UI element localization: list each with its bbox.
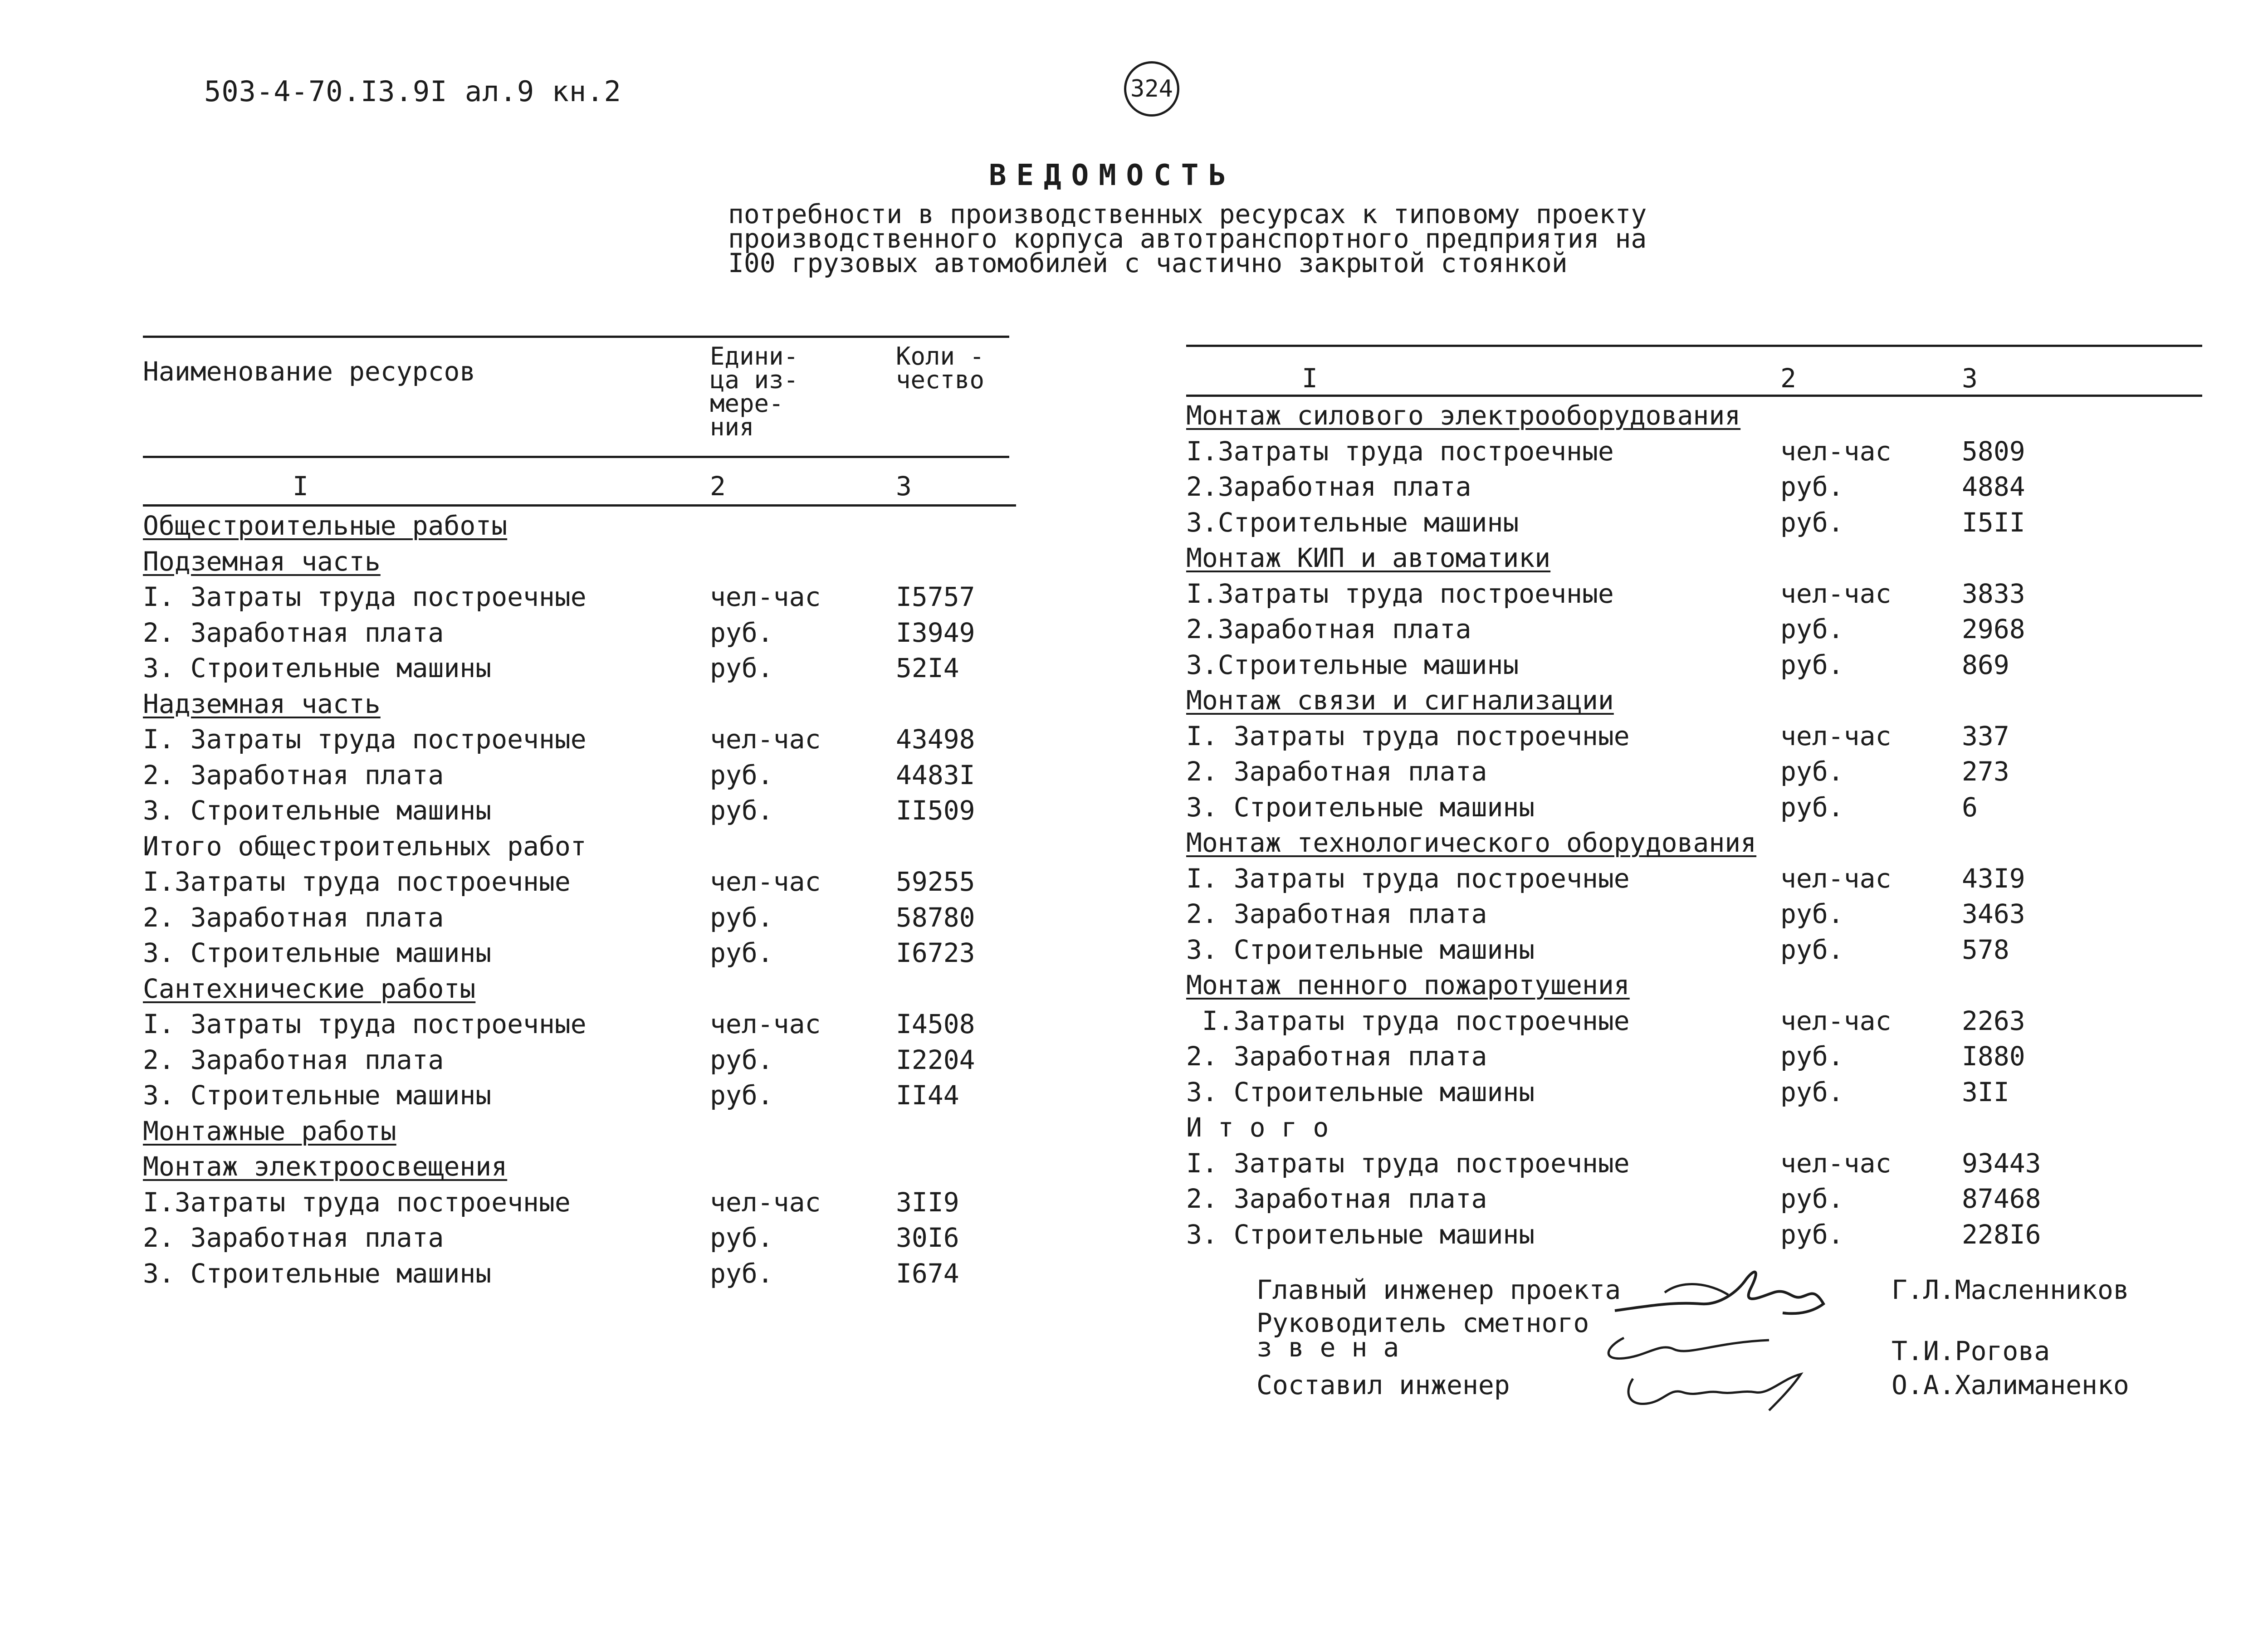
table-row (1186, 1077, 2202, 1112)
unit-cell: руб. (1780, 898, 1844, 929)
resource-name: 2. Заработная плата (143, 1044, 444, 1075)
section-title: Подземная часть (143, 546, 381, 577)
header-bottom-rule (143, 456, 1009, 458)
document-code: 503-4-70.I3.9I ал.9 кн.2 (204, 75, 621, 108)
section-header-row (143, 1116, 1016, 1151)
subtitle-line: производственного корпуса автотранспортного предприятия на (728, 223, 1647, 254)
section-header-row (1186, 827, 2202, 863)
numbers-bottom-rule (143, 504, 1016, 507)
page-number: 324 (1124, 61, 1179, 117)
quantity-cell: 3II9 (896, 1186, 959, 1218)
unit-cell: руб. (710, 759, 773, 790)
resource-name: 3.Строительные машины (1186, 649, 1519, 680)
section-header-row (143, 546, 1016, 582)
resource-name: 2. Заработная плата (1186, 756, 1487, 787)
signature-image (1619, 1365, 1823, 1415)
unit-cell: чел-час (710, 581, 821, 612)
unit-cell: руб. (710, 795, 773, 826)
quantity-cell: I880 (1962, 1041, 2025, 1072)
section-title: Монтаж технологического оборудования (1186, 827, 1757, 858)
column-number-2: 2 (710, 471, 726, 502)
table-row (1186, 1041, 2202, 1077)
table-row (1186, 614, 2202, 649)
table-row (143, 1080, 1016, 1116)
section-title: Монтаж связи и сигнализации (1186, 685, 1614, 716)
document-subtitle (728, 199, 1647, 278)
unit-cell: руб. (1780, 471, 1844, 502)
quantity-cell: 3463 (1962, 898, 2025, 929)
table-row (1186, 436, 2202, 472)
quantity-cell: 6 (1962, 791, 1978, 823)
resource-name: 3. Строительные машины (143, 1258, 492, 1289)
unit-cell: руб. (1780, 649, 1844, 680)
section-title: Общестроительные работы (143, 510, 508, 541)
unit-cell: руб. (710, 1222, 773, 1253)
signer-role: Руководитель сметного з в е н а (1256, 1307, 1589, 1363)
table-row (143, 1044, 1016, 1080)
quantity-cell: I2204 (896, 1044, 975, 1075)
table-row (1186, 792, 2202, 828)
resource-name: 2.Заработная плата (1186, 614, 1471, 644)
table-row (1186, 721, 2202, 756)
signature-block (1256, 1274, 2209, 1478)
column-header-unit: Едини- ца из- мере- ния (710, 342, 799, 441)
quantity-cell: 4483I (896, 759, 975, 790)
quantity-cell: 2968 (1962, 614, 2025, 644)
table-row (143, 581, 1016, 617)
section-title: Монтаж электроосвещения (143, 1151, 508, 1182)
quantity-cell: 93443 (1962, 1147, 2041, 1179)
table-row (143, 1258, 1016, 1294)
resource-name: 3. Строительные машины (143, 653, 492, 683)
quantity-cell: II44 (896, 1080, 959, 1111)
table-row (1186, 1005, 2202, 1041)
table-row (1186, 934, 2202, 970)
quantity-cell: 337 (1962, 720, 2009, 751)
unit-cell: чел-час (1780, 863, 1892, 894)
resource-name: 3. Строительные машины (143, 1080, 492, 1111)
column-header-qty: Коли - чество (896, 342, 985, 394)
resource-name: I. Затраты труда построечные (143, 724, 587, 755)
unit-cell: руб. (1780, 1076, 1844, 1107)
table-row (143, 902, 1016, 938)
resource-name: I.Затраты труда построечные (1186, 578, 1614, 609)
column-number-1: I (1302, 363, 1318, 394)
quantity-cell: 43498 (896, 724, 975, 755)
numbers-bottom-rule (1186, 395, 2202, 397)
document-title: ВЕДОМОСТЬ (989, 159, 1236, 192)
quantity-cell: I3949 (896, 617, 975, 648)
table-row (1186, 649, 2202, 685)
table-top-rule (1186, 345, 2202, 347)
table-row (143, 866, 1016, 902)
column-header-name: Наименование ресурсов (143, 356, 476, 387)
unit-cell: руб. (1780, 1219, 1844, 1250)
resource-name: 2. Заработная плата (143, 1222, 444, 1253)
table-row (1186, 578, 2202, 614)
quantity-cell: I5II (1962, 507, 2025, 538)
unit-cell: руб. (710, 653, 773, 683)
table-row (143, 937, 1016, 973)
section-header-row (1186, 542, 2202, 578)
quantity-cell: I674 (896, 1258, 959, 1289)
column-number-3: 3 (896, 471, 912, 502)
quantity-cell: 58780 (896, 902, 975, 933)
table-row (143, 831, 1016, 867)
unit-cell: руб. (710, 902, 773, 933)
table-row (1186, 507, 2202, 543)
quantity-cell: I4508 (896, 1009, 975, 1039)
unit-cell: чел-час (1780, 1005, 1892, 1036)
resource-name: 3. Строительные машины (1186, 1219, 1535, 1250)
subtitle-line: I00 грузовых автомобилей с частично закрытой стоянкой (728, 248, 1568, 278)
resource-name: 2. Заработная плата (1186, 1183, 1487, 1214)
table-row (1186, 1112, 2202, 1148)
unit-cell: руб. (1780, 791, 1844, 823)
table-row (1186, 898, 2202, 934)
table-row (1186, 1183, 2202, 1219)
quantity-cell: 30I6 (896, 1222, 959, 1253)
table-row (1186, 1219, 2202, 1255)
quantity-cell: I6723 (896, 937, 975, 968)
section-title: Надземная часть (143, 688, 381, 719)
table-row (143, 795, 1016, 831)
resource-name: 2. Заработная плата (143, 902, 444, 933)
signer-role: Главный инженер проекта (1256, 1274, 1621, 1305)
signer-name: Г.Л.Масленников (1892, 1274, 2129, 1305)
resource-name: 3. Строительные машины (143, 795, 492, 826)
section-header-row (1186, 400, 2202, 436)
resource-name: I.Затраты труда построечные (143, 866, 571, 897)
unit-cell: руб. (1780, 1183, 1844, 1214)
unit-cell: чел-час (710, 1009, 821, 1039)
quantity-cell: 578 (1962, 934, 2009, 965)
resource-name: 3. Строительные машины (1186, 1076, 1535, 1107)
resource-name: I. Затраты труда построечные (143, 1009, 587, 1039)
quantity-cell: 228I6 (1962, 1219, 2041, 1250)
table-row (143, 1009, 1016, 1044)
unit-cell: руб. (1780, 614, 1844, 644)
subtitle-line: потребности в производственных ресурсах к типовому проекту (728, 199, 1647, 229)
resource-name: I.Затраты труда построечные (1186, 435, 1614, 467)
resource-name: I.Затраты труда построечные (1186, 1005, 1630, 1036)
unit-cell: руб. (710, 937, 773, 968)
unit-cell: руб. (1780, 507, 1844, 538)
section-header-row (143, 510, 1016, 546)
resource-name: И т о г о (1186, 1112, 1329, 1143)
section-title: Сантехнические работы (143, 973, 476, 1004)
table-row (1186, 471, 2202, 507)
signer-name: О.А.Халиманенко (1892, 1370, 2129, 1400)
resource-name: I.Затраты труда построечные (143, 1186, 571, 1218)
quantity-cell: 52I4 (896, 653, 959, 683)
resource-name: 2. Заработная плата (143, 759, 444, 790)
unit-cell: чел-час (1780, 578, 1892, 609)
table-row (143, 1222, 1016, 1258)
quantity-cell: 273 (1962, 756, 2009, 787)
unit-cell: руб. (710, 1258, 773, 1289)
column-number-2: 2 (1780, 363, 1796, 394)
section-header-row (143, 1151, 1016, 1187)
column-number-3: 3 (1962, 363, 1978, 394)
quantity-cell: 4884 (1962, 471, 2025, 502)
resource-name: 2. Заработная плата (1186, 898, 1487, 929)
resource-name: 3.Строительные машины (1186, 507, 1519, 538)
table-row (1186, 863, 2202, 899)
resource-name: 2. Заработная плата (1186, 1041, 1487, 1072)
table-top-rule (143, 336, 1009, 338)
table-row (1186, 756, 2202, 792)
unit-cell: чел-час (1780, 435, 1892, 467)
unit-cell: чел-час (710, 866, 821, 897)
table-row (143, 760, 1016, 795)
unit-cell: руб. (1780, 756, 1844, 787)
signature-image (1597, 1324, 1778, 1370)
resource-name: 3. Строительные машины (1186, 791, 1535, 823)
section-title: Монтаж силового электрооборудования (1186, 400, 1741, 431)
unit-cell: руб. (710, 1044, 773, 1075)
quantity-cell: I5757 (896, 581, 975, 612)
quantity-cell: 59255 (896, 866, 975, 897)
table-row (143, 653, 1016, 688)
quantity-cell: 2263 (1962, 1005, 2025, 1036)
resource-name: 2. Заработная плата (143, 617, 444, 648)
table-row (143, 617, 1016, 653)
unit-cell: руб. (1780, 934, 1844, 965)
section-title: Монтаж КИП и автоматики (1186, 542, 1551, 573)
section-title: Монтажные работы (143, 1115, 396, 1146)
unit-cell: руб. (710, 1080, 773, 1111)
quantity-cell: 43I9 (1962, 863, 2025, 894)
quantity-cell: 869 (1962, 649, 2009, 680)
signature-image (1610, 1261, 1828, 1324)
unit-cell: чел-час (710, 724, 821, 755)
resource-name: 2.Заработная плата (1186, 471, 1471, 502)
resource-name: I. Затраты труда построечные (1186, 863, 1630, 894)
unit-cell: чел-час (1780, 720, 1892, 751)
quantity-cell: 3II (1962, 1076, 2009, 1107)
quantity-cell: 5809 (1962, 435, 2025, 467)
signer-name: Т.И.Рогова (1892, 1336, 2050, 1366)
resource-name: 3. Строительные машины (1186, 934, 1535, 965)
unit-cell: руб. (1780, 1041, 1844, 1072)
resource-name: Итого общестроительных работ (143, 830, 587, 862)
resource-name: I. Затраты труда построечные (1186, 720, 1630, 751)
section-title: Монтаж пенного пожаротушения (1186, 970, 1630, 1000)
section-header-row (1186, 685, 2202, 721)
section-header-row (143, 688, 1016, 724)
quantity-cell: 87468 (1962, 1183, 2041, 1214)
resource-name: I. Затраты труда построечные (1186, 1147, 1630, 1179)
table-row (143, 724, 1016, 760)
section-header-row (143, 973, 1016, 1009)
resource-name: 3. Строительные машины (143, 937, 492, 968)
column-number-1: I (293, 471, 308, 502)
section-header-row (1186, 970, 2202, 1005)
unit-cell: руб. (710, 617, 773, 648)
quantity-cell: II509 (896, 795, 975, 826)
resource-name: I. Затраты труда построечные (143, 581, 587, 612)
table-row (1186, 1148, 2202, 1184)
table-row (143, 1187, 1016, 1223)
unit-cell: чел-час (710, 1186, 821, 1218)
quantity-cell: 3833 (1962, 578, 2025, 609)
unit-cell: чел-час (1780, 1147, 1892, 1179)
signer-role: Составил инженер (1256, 1370, 1510, 1400)
